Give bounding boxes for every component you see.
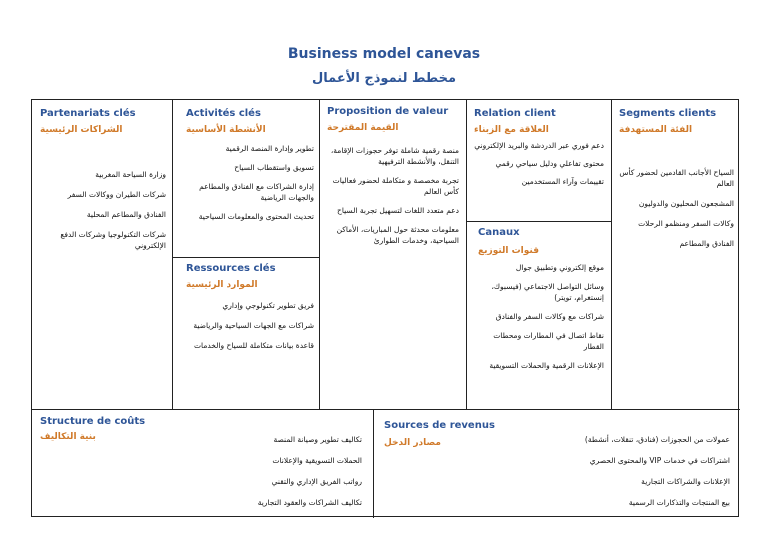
page-subtitle: مخطط لنموذج الأعمال [311, 71, 457, 86]
divider [172, 100, 173, 409]
revenue-streams-title: Sources de revenus [384, 420, 495, 431]
key-activities-title: Activités clés [186, 108, 261, 119]
list-item: تحديث المحتوى والمعلومات السياحية [198, 212, 314, 221]
list-item: اشتراكات في خدمات VIP والمحتوى الحصري [589, 456, 730, 465]
list-item: دعم فوري عبر الدردشة والبريد الإلكتروني [474, 141, 604, 150]
value-proposition-block [327, 106, 459, 404]
revenue-streams-title-ar: مصادر الدخل [384, 438, 441, 448]
cost-structure-title-ar: بنية التكاليف [40, 432, 96, 442]
channels-block [478, 227, 604, 407]
key-resources-block [186, 263, 314, 406]
key-partners-title: Partenariats clés [40, 108, 136, 119]
list-item: دعم متعدد اللغات لتسهيل تجربة السياح [337, 206, 459, 215]
divider [466, 100, 467, 409]
divider [319, 100, 320, 409]
list-item: عمولات من الحجوزات (فنادق، تنقلات، أنشطة) [584, 435, 730, 444]
list-item: تطوير وإدارة المنصة الرقمية [225, 144, 314, 153]
channels-title-ar: قنوات التوزيع [478, 246, 539, 256]
list-item: قاعدة بيانات متكاملة للسياح والخدمات [193, 341, 314, 350]
list-item: تقييمات وآراء المستخدمين [521, 177, 604, 186]
list-item: فريق تطوير تكنولوجي وإداري [222, 301, 314, 310]
list-item: الحملات التسويقية والإعلانات [272, 456, 362, 465]
list-item: وكالات السفر ومنظمو الرحلات [638, 219, 734, 228]
list-item: معلومات محدثة حول المباريات، الأماكن السياحية، وخدمات الطوارئ [336, 225, 459, 245]
list-item: الإعلانات والشراكات التجارية [641, 477, 730, 486]
customer-relationships-title: Relation client [474, 108, 556, 119]
cost-structure-block [40, 416, 146, 512]
divider [373, 409, 374, 518]
divider [32, 409, 740, 410]
cost-structure-title: Structure de coûts [40, 416, 146, 427]
list-item: شركات التكنولوجيا وشركات الدفع الإلكتروني [60, 230, 166, 250]
page-title: Business model canevas [287, 46, 481, 62]
cost-structure-list [182, 434, 362, 508]
list-item: تكاليف الشراكات والعقود التجارية [257, 498, 362, 507]
business-model-canvas [31, 99, 739, 517]
list-item: رواتب الفريق الإداري والتقني [271, 477, 362, 486]
list-item: منصة رقمية شاملة توفر حجوزات الإقامة، التنقل، والأنشطة الترفيهية [330, 146, 459, 166]
divider [172, 257, 319, 258]
list-item: شراكات مع الجهات السياحية والرياضية [193, 321, 314, 330]
list-item: وسائل التواصل الاجتماعي (فيسبوك، إنستغرام، تويتر) [491, 282, 604, 302]
revenue-streams-block [384, 420, 494, 510]
key-resources-title-ar: الموارد الرئيسية [186, 280, 258, 290]
customer-segments-title-ar: الفئة المستهدفة [619, 125, 693, 135]
value-proposition-title: Proposition de valeur [327, 106, 449, 117]
customer-segments-title: Segments clients [619, 108, 717, 119]
key-activities-block [186, 108, 314, 254]
list-item: محتوى تفاعلي ودليل سياحي رقمي [495, 159, 604, 168]
list-item: السياح الأجانب القادمين لحضور كأس العالم [619, 168, 734, 188]
customer-segments-block [619, 108, 734, 404]
list-item: نقاط اتصال في المطارات ومحطات القطار [493, 331, 604, 351]
key-partners-title-ar: الشراكات الرئيسية [40, 125, 123, 135]
value-proposition-title-ar: القيمة المقترحة [327, 123, 399, 133]
customer-relationships-block [474, 108, 604, 220]
key-activities-title-ar: الأنشطة الأساسية [186, 125, 266, 135]
list-item: تجربة مخصصة و متكاملة لحضور فعاليات كأس العالم [332, 176, 459, 196]
list-item: إدارة الشراكات مع الفنادق والمطاعم والجهات الرياضية [199, 182, 314, 202]
list-item: شراكات مع وكالات السفر والفنادق [495, 312, 604, 321]
key-partners-block [40, 108, 166, 404]
divider [466, 221, 611, 222]
divider [611, 100, 612, 409]
customer-relationships-title-ar: العلاقة مع الزبناء [474, 125, 549, 135]
list-item: شركات الطيران ووكالات السفر [67, 190, 166, 199]
list-item: وزارة السياحة المغربية [95, 170, 166, 179]
list-item: الإعلانات الرقمية والحملات التسويقية [489, 361, 604, 370]
list-item: موقع إلكتروني وتطبيق جوال [515, 263, 604, 272]
revenue-streams-list [502, 434, 730, 508]
key-resources-title: Ressources clés [186, 263, 276, 274]
list-item: بيع المنتجات والتذكارات الرسمية [628, 498, 730, 507]
list-item: المشجعون المحليون والدوليون [638, 199, 734, 208]
list-item: تسويق واستقطاب السياح [234, 163, 314, 172]
list-item: تكاليف تطوير وصيانة المنصة [273, 435, 362, 444]
list-item: الفنادق والمطاعم [679, 239, 734, 248]
channels-title: Canaux [478, 227, 520, 238]
list-item: الفنادق والمطاعم المحلية [86, 210, 166, 219]
